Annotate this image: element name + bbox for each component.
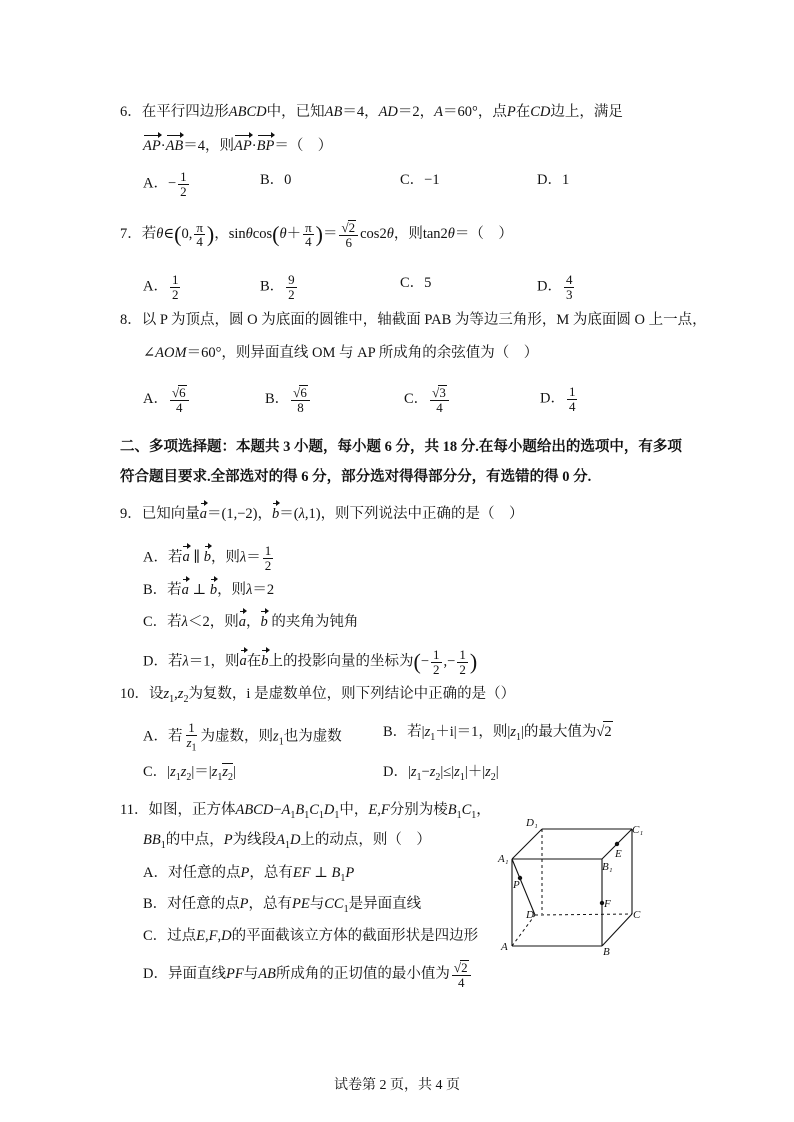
q10-option-b: B．若$|z_1+i|=1$，则$|z_1|$的最大值为√2 [383, 721, 613, 748]
q8-option-c: C． $\frac{√3}{4}$ [404, 385, 451, 414]
label-a: A [501, 941, 508, 953]
hidden-edge-d-c [535, 914, 632, 915]
q11-option-d: D．异面直线PF与AB所成角的正切值的最小值为 $\frac{√2}{4}$ [143, 960, 473, 989]
q11-option-c: C．过点E,F,D的平面截该立方体的截面形状是四边形 [143, 928, 479, 944]
q8-option-b: B． $\frac{√6}{8}$ [265, 385, 312, 414]
label-b: B [603, 946, 610, 958]
q9-stem: 9．已知向量a＝(1,−2)，b＝(λ,1)，则下列说法中正确的是（ ） [120, 506, 524, 522]
q9-option-c: C．若λ＜2，则a，b 的夹角为钝角 [143, 614, 359, 630]
q11-option-a: A．对任意的点P，总有EF ⊥ $B_1P$ [143, 865, 355, 884]
q10-stem: 10．设$z_1,z_2$为复数，i 是虚数单位，则下列结论中正确的是（） [120, 686, 516, 705]
q8-line2: ∠AOM＝60°，则异面直线 OM 与 AP 所成角的余弦值为（ ） [143, 345, 539, 361]
label-f: F [604, 898, 611, 910]
label-a1: A₁ [498, 853, 509, 865]
label-p: P [513, 879, 520, 891]
q6-line1: 6．在平行四边形ABCD中，已知AB＝4，AD＝2，A＝60°，点P在CD边上，满足 [120, 104, 623, 120]
q7-option-d: D． $\frac{4}{3}$ [537, 272, 573, 302]
q6-option-a: A．− $\frac{1}{2}$ [143, 169, 187, 199]
q9-option-a: A．若a ∥ b，则λ＝ $\frac{1}{2}$ [143, 543, 272, 573]
section2-heading-line1: 二、多项选择题：本题共 3 小题，每小题 6 分，共 18 分.在每小题给出的选项中，有多项 [120, 439, 682, 455]
cube-figure [490, 812, 650, 962]
edge-a1-d1 [512, 829, 542, 859]
q11-stem-line1: 11．如图，正方体$ABCD-A_1B_1C_1D_1$中，E,F分别为棱$B_1C_1$， [120, 802, 491, 821]
q8-line1: 8．以 P 为顶点，圆 O 为底面的圆锥中，轴截面 PAB 为等边三角形，M 为底面圆 O 上一点， [120, 312, 707, 328]
q7-option-c: C．5 [400, 275, 432, 291]
edge-b-c [602, 914, 632, 946]
q9-option-b: B．若a ⊥ b，则λ＝2 [143, 582, 275, 598]
q9-option-d: D．若λ＝1，则a在b上的投影向量的坐标为(− $\frac{1}{2}$ ,− $\frac{1}{2}$ ) [143, 647, 478, 677]
q10-option-a: A．若 $\frac{1}{z_1}$ 为虚数，则$z_1$也为虚数 [143, 720, 342, 754]
q8-option-d: D． $\frac{1}{4}$ [540, 384, 576, 414]
label-c: C [633, 909, 641, 921]
section2-heading-line2: 符合题目要求.全部选对的得 6 分，部分选对得得部分分，有选错的得 0 分. [120, 469, 592, 485]
label-e: E [615, 848, 622, 860]
q6-option-c: C．−1 [400, 172, 440, 188]
q6-line2: AP·AB＝4，则AP·BP＝（ ） [143, 138, 333, 154]
label-c1: C₁ [632, 824, 644, 836]
label-b1: B₁ [602, 861, 613, 873]
q11-option-b: B．对任意的点P，总有PE与$CC_1$是异面直线 [143, 896, 422, 915]
q11-stem-line2: $BB_1$的中点，P为线段$A_1D$上的动点，则（ ） [143, 832, 431, 851]
label-d1: D₁ [526, 817, 538, 829]
q8-option-a: A． $\frac{√6}{4}$ [143, 385, 191, 414]
q7-option-b: B． $\frac{9}{2}$ [260, 272, 295, 302]
label-d: D [526, 909, 534, 921]
q7-option-a: A． $\frac{1}{2}$ [143, 272, 179, 302]
q6-option-d: D．1 [537, 172, 570, 188]
q6-option-b: B．0 [260, 172, 292, 188]
q10-option-c: C．$|z_1z_2|=|z_1z_2|$ [143, 764, 236, 783]
point-e [615, 842, 619, 846]
q10-option-d: D．$|z_1-z_2|\le|z_1|+|z_2|$ [383, 764, 499, 783]
q7-line1: 7．若θ∈(0, $\frac{\pi}{4}$ )，sinθcos(θ＋ $\frac{\pi}{4}$ )＝ $\frac{√2}{6}$ cos2θ，则tan2θ＝（ ） [120, 219, 513, 250]
page-footer: 试卷第 2 页，共 4 页 [334, 1078, 460, 1093]
